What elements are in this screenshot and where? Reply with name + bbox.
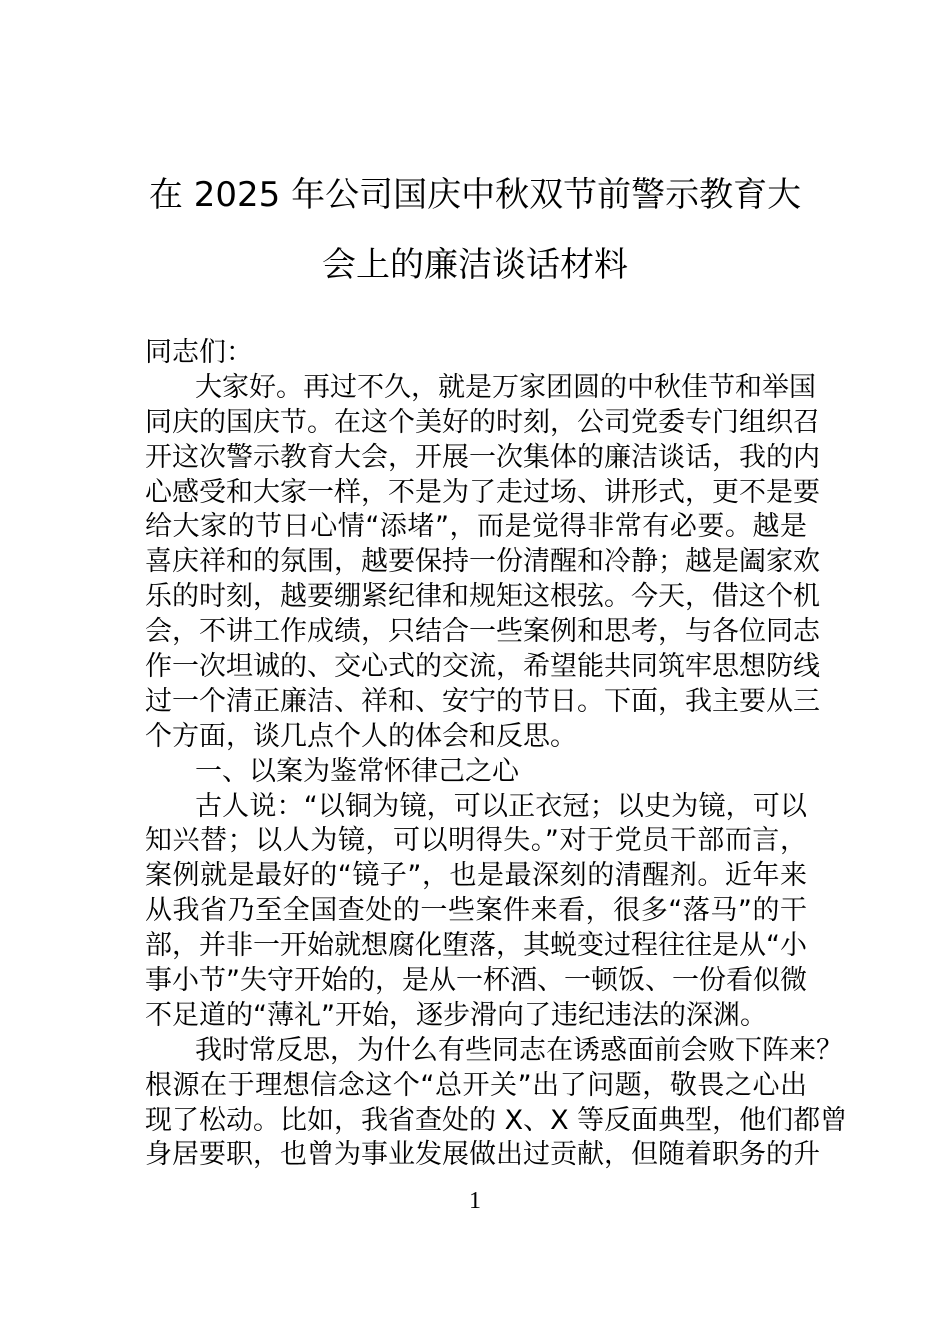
text-line: 事小节”失守开始的，是从一杯酒、一顿饭、一份看似微	[145, 965, 807, 997]
salutation: 同志们：	[145, 337, 253, 368]
document-title	[0, 160, 950, 300]
section-heading	[145, 755, 807, 790]
text-line: 我时常反思，为什么有些同志在诱惑面前会败下阵来？	[195, 1034, 843, 1066]
paragraph	[145, 371, 820, 755]
text-line: 大家好。再过不久，就是万家团圆的中秋佳节和举国	[195, 371, 816, 403]
title-line-1: 在 2025 年公司国庆中秋双节前警示教育大	[148, 175, 802, 215]
text-line: 同庆的国庆节。在这个美好的时刻，公司党委专门组织召	[145, 406, 820, 438]
text-line: 会，不讲工作成绩，只结合一些案例和思考，与各位同志	[145, 616, 820, 648]
text-line: 作一次坦诚的、交心式的交流，希望能共同筑牢思想防线	[145, 651, 820, 683]
page-number: 1	[469, 1188, 481, 1214]
text-line: 知兴替；以人为镜，可以明得失。”对于党员干部而言，	[145, 825, 807, 857]
text-line: 部，并非一开始就想腐化堕落，其蜕变过程往往是从“小	[145, 930, 807, 962]
text-line: 开这次警示教育大会，开展一次集体的廉洁谈话，我的内	[145, 441, 820, 473]
title-line-2: 会上的廉洁谈话材料	[322, 245, 628, 285]
paragraph	[145, 1034, 848, 1174]
text-line: 给大家的节日心情“添堵”，而是觉得非常有必要。越是	[145, 511, 807, 543]
paragraph	[145, 790, 807, 1034]
text-line: 案例就是最好的“镜子”，也是最深刻的清醒剂。近年来	[145, 860, 807, 892]
text-line: 个方面，谈几点个人的体会和反思。	[145, 720, 577, 752]
text-line: 一、以案为鉴常怀律己之心	[195, 755, 519, 787]
text-line: 古人说：“以铜为镜，可以正衣冠；以史为镜，可以	[195, 790, 807, 822]
text-line: 心感受和大家一样，不是为了走过场、讲形式，更不是要	[145, 476, 820, 508]
text-line: 乐的时刻，越要绷紧纪律和规矩这根弦。今天，借这个机	[145, 581, 820, 613]
text-line: 不足道的“薄礼”开始，逐步滑向了违纪违法的深渊。	[145, 999, 767, 1031]
text-line: 身居要职，也曾为事业发展做出过贡献，但随着职务的升	[145, 1139, 820, 1171]
text-line: 根源在于理想信念这个“总开关”出了问题，敬畏之心出	[145, 1069, 807, 1101]
document-body	[145, 336, 848, 1173]
text-line: 过一个清正廉洁、祥和、安宁的节日。下面，我主要从三	[145, 685, 820, 717]
text-line: 从我省乃至全国查处的一些案件来看，很多“落马”的干	[145, 895, 807, 927]
text-line: 现了松动。比如，我省查处的 X、X 等反面典型，他们都曾	[145, 1104, 848, 1136]
text-line: 喜庆祥和的氛围，越要保持一份清醒和冷静；越是阖家欢	[145, 546, 820, 578]
